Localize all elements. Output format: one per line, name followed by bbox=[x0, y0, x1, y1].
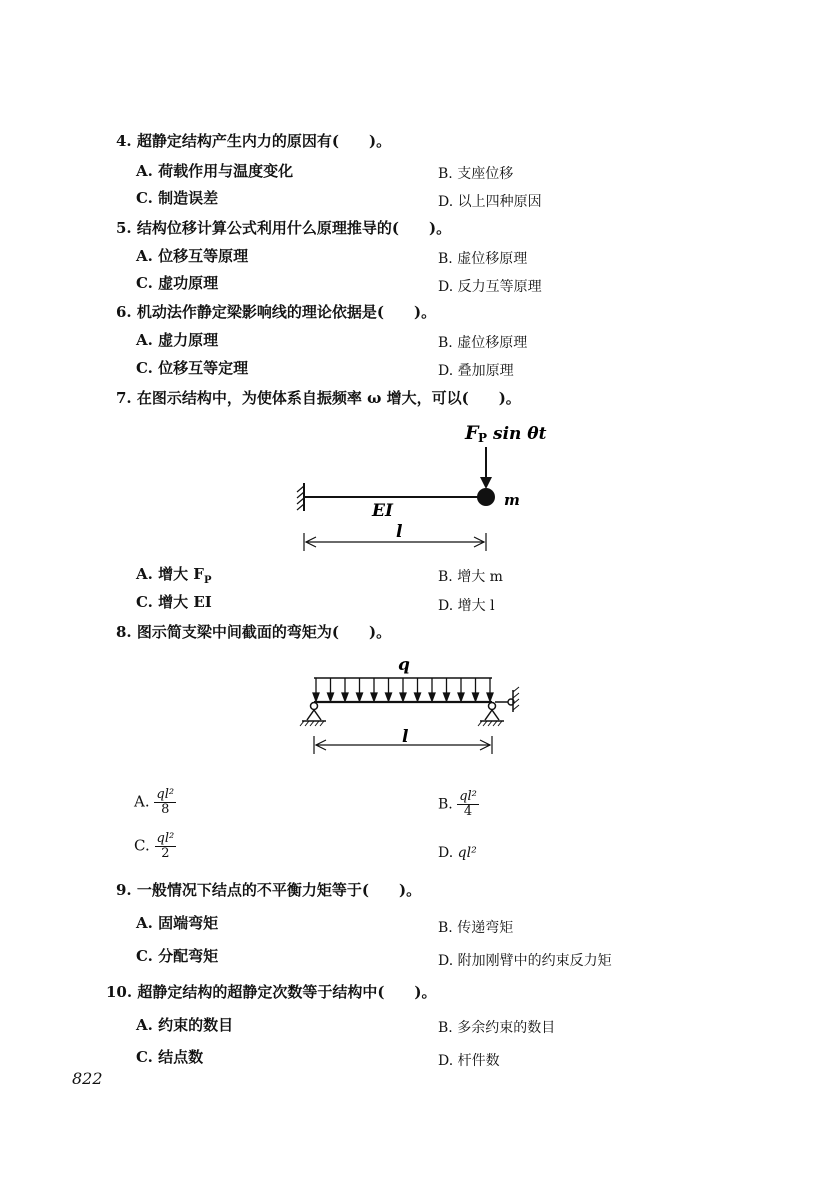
length-label: l bbox=[396, 522, 403, 542]
load-label: q bbox=[398, 655, 410, 675]
question-10-option-a: A. 约束的数目 bbox=[136, 1016, 234, 1034]
load-arrowhead bbox=[429, 693, 435, 701]
question-6-stem: 6. 机动法作静定梁影响线的理论依据是( )。 bbox=[116, 303, 437, 321]
question-4-option-b: B. 支座位移 bbox=[438, 166, 514, 182]
question-7-option-c: C. 增大 EI bbox=[136, 593, 212, 611]
distributed-load-arrows bbox=[313, 678, 493, 701]
question-8-option-b: B. $\frac{\text{ql²}}{4}$ bbox=[438, 789, 477, 819]
question-6-option-b: B. 虚位移原理 bbox=[438, 335, 528, 351]
question-7-option-b: B. 增大 m bbox=[438, 569, 503, 585]
question-5-option-b: B. 虚位移原理 bbox=[438, 251, 528, 267]
question-9-option-c: C. 分配弯矩 bbox=[136, 947, 219, 965]
question-6-option-c: C. 位移互等定理 bbox=[136, 359, 249, 377]
question-8-option-a: A. $\frac{\text{ql²}}{8}$ bbox=[134, 787, 175, 817]
question-5-option-c: C. 虚功原理 bbox=[136, 274, 219, 292]
load-arrowhead bbox=[458, 693, 464, 701]
load-arrowhead bbox=[371, 693, 377, 701]
load-arrowhead bbox=[473, 693, 479, 701]
question-10-option-d: D. 杆件数 bbox=[438, 1053, 500, 1069]
question-6-option-d: D. 叠加原理 bbox=[438, 363, 514, 379]
question-8-option-c: C. $\frac{\text{ql²}}{2}$ bbox=[134, 831, 175, 861]
question-9-option-d: D. 附加刚臂中的约束反力矩 bbox=[438, 953, 612, 969]
span-length-label: l bbox=[402, 727, 409, 747]
question-10-option-b: B. 多余约束的数目 bbox=[438, 1020, 556, 1036]
right-support-leg-2 bbox=[492, 710, 499, 720]
question-4-option-c: C. 制造误差 bbox=[136, 189, 219, 207]
mass-label: m bbox=[504, 491, 520, 509]
force-function: sin θt bbox=[493, 424, 547, 444]
question-4-option-a: A. 荷载作用与温度变化 bbox=[136, 162, 294, 180]
left-pin-support bbox=[311, 703, 318, 710]
simply-supported-beam-diagram bbox=[290, 650, 540, 760]
force-arrowhead bbox=[480, 477, 492, 489]
load-arrowhead bbox=[357, 693, 363, 701]
load-arrowhead bbox=[342, 693, 348, 701]
cantilever-diagram bbox=[290, 415, 550, 555]
question-7-stem: 7. 在图示结构中，为使体系自振频率 ω 增大，可以( )。 bbox=[116, 389, 521, 407]
question-5-option-d: D. 反力互等原理 bbox=[438, 279, 542, 295]
right-wall-hatch bbox=[513, 687, 519, 710]
right-support-leg-1 bbox=[485, 710, 492, 720]
load-arrowhead bbox=[313, 693, 319, 701]
lumped-mass bbox=[477, 488, 495, 506]
question-9-stem: 9. 一般情况下结点的不平衡力矩等于( )。 bbox=[116, 881, 422, 899]
question-8-option-d: D. ql² bbox=[438, 845, 477, 861]
question-5-option-a: A. 位移互等原理 bbox=[136, 247, 249, 265]
load-arrowhead bbox=[386, 693, 392, 701]
question-6-option-a: A. 虚力原理 bbox=[136, 331, 219, 349]
load-arrowhead bbox=[444, 693, 450, 701]
question-10-stem: 10. 超静定结构的超静定次数等于结构中( )。 bbox=[106, 983, 437, 1001]
load-arrowhead bbox=[400, 693, 406, 701]
load-arrowhead bbox=[328, 693, 334, 701]
question-9-option-a: A. 固端弯矩 bbox=[136, 914, 219, 932]
question-4-option-d: D. 以上四种原因 bbox=[438, 194, 542, 210]
load-arrowhead bbox=[415, 693, 421, 701]
force-label: F bbox=[465, 422, 479, 444]
page-number: 822 bbox=[72, 1069, 103, 1088]
load-arrowhead bbox=[487, 693, 493, 701]
question-9-option-b: B. 传递弯矩 bbox=[438, 920, 514, 936]
force-subscript: P bbox=[478, 431, 488, 445]
right-pin-support bbox=[489, 703, 496, 710]
question-7-option-d: D. 增大 l bbox=[438, 598, 495, 614]
fixed-support-hatch bbox=[297, 486, 304, 510]
left-support-leg-2 bbox=[314, 710, 321, 720]
question-4-stem: 4. 超静定结构产生内力的原因有( )。 bbox=[116, 132, 392, 150]
stiffness-label: EI bbox=[372, 501, 393, 521]
question-10-option-c: C. 结点数 bbox=[136, 1048, 204, 1066]
question-7-option-a: A. 增大 $F_P$ bbox=[136, 565, 212, 586]
left-support-leg-1 bbox=[307, 710, 314, 720]
question-8-stem: 8. 图示简支梁中间截面的弯矩为( )。 bbox=[116, 623, 392, 641]
question-5-stem: 5. 结构位移计算公式利用什么原理推导的( )。 bbox=[116, 219, 452, 237]
